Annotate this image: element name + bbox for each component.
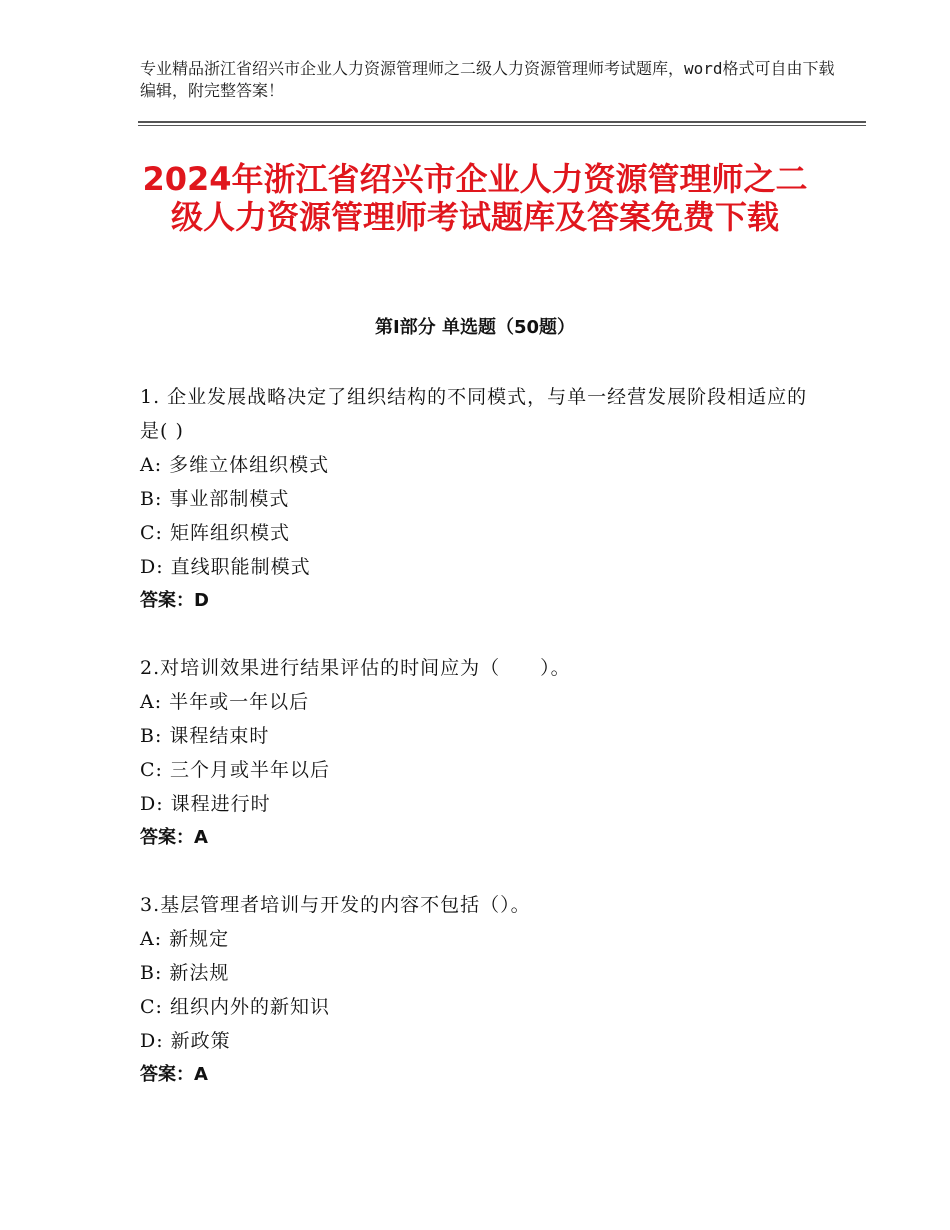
header-divider-top — [138, 121, 866, 123]
option-d: D: 新政策 — [140, 1030, 231, 1052]
question-stem: 2.对培训效果进行结果评估的时间应为（ ）。 — [140, 657, 571, 679]
option-b: B: 课程结束时 — [140, 725, 270, 747]
option-c: C: 矩阵组织模式 — [140, 522, 290, 544]
option-a: A: 新规定 — [140, 928, 230, 950]
question-list — [140, 380, 820, 1125]
option-c: C: 组织内外的新知识 — [140, 996, 330, 1018]
document-title: 2024年浙江省绍兴市企业人力资源管理师之二级人力资源管理师考试题库及答案免费下载 — [142, 160, 808, 236]
option-b: B: 新法规 — [140, 962, 230, 984]
option-a: A: 多维立体组织模式 — [140, 454, 330, 476]
option-c: C: 三个月或半年以后 — [140, 759, 330, 781]
answer: 答案：D — [140, 590, 209, 611]
header-note: 专业精品浙江省绍兴市企业人力资源管理师之二级人力资源管理师考试题库，word格式可自由下载编辑，附完整答案！ — [140, 59, 835, 100]
question-2 — [140, 651, 820, 855]
section-title: 第Ⅰ部分 单选题（50题） — [374, 317, 575, 338]
question-stem: 1. 企业发展战略决定了组织结构的不同模式，与单一经营发展阶段相适应的是( ) — [140, 386, 808, 442]
option-a: A: 半年或一年以后 — [140, 691, 310, 713]
option-b: B: 事业部制模式 — [140, 488, 290, 510]
question-1 — [140, 380, 820, 618]
answer: 答案：A — [140, 827, 208, 848]
header-divider-bottom — [138, 125, 866, 126]
question-3 — [140, 888, 820, 1092]
option-d: D: 课程进行时 — [140, 793, 271, 815]
option-d: D: 直线职能制模式 — [140, 556, 311, 578]
question-stem: 3.基层管理者培训与开发的内容不包括（）。 — [140, 894, 531, 916]
answer: 答案：A — [140, 1064, 208, 1085]
